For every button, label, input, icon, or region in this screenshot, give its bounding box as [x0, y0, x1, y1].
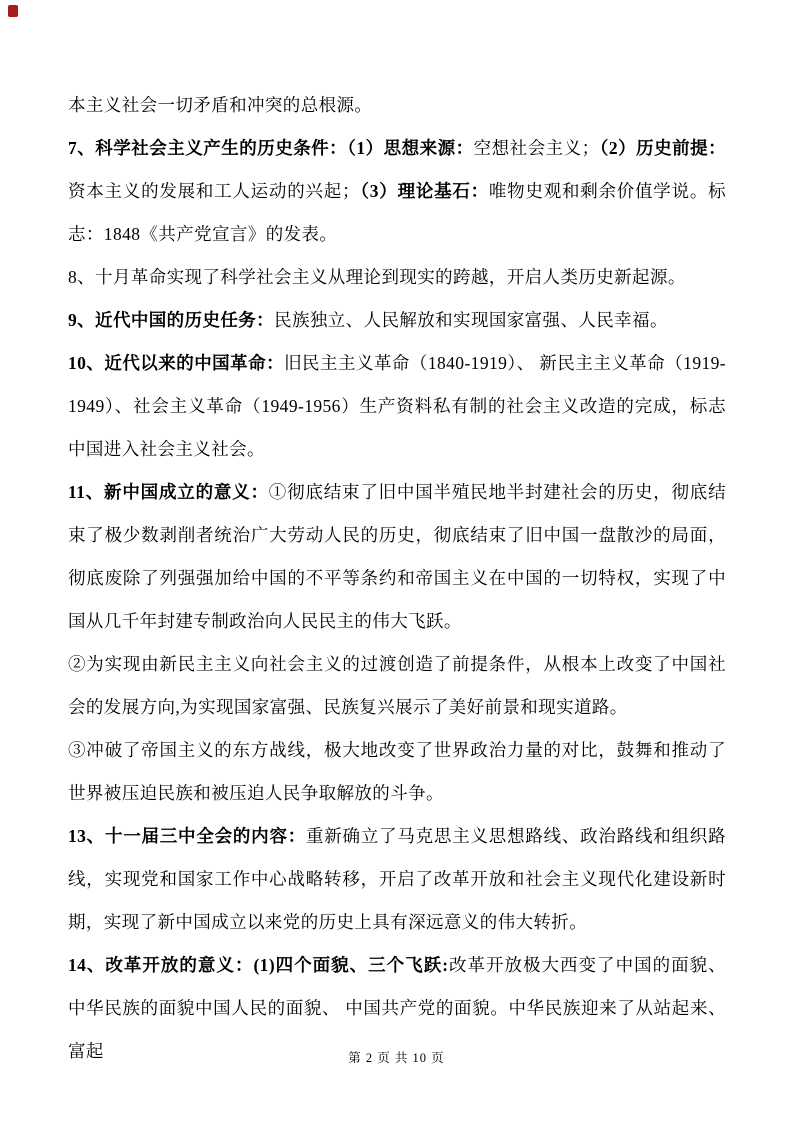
- paragraph: [68, 815, 726, 944]
- paragraph: [68, 127, 726, 256]
- text-segment: 民族独立、人民解放和实现国家富强、人民幸福。: [274, 310, 668, 330]
- text-segment: 8、十月革命实现了科学社会主义从理论到现实的跨越，开启人类历史新起源。: [68, 267, 686, 287]
- text-segment: ①彻底结束了旧中国半殖民地半封建社会的历史，彻底结束了极少数剥削者统治广大劳动人民的历史，彻底结束了旧中国一盘散沙的局面，彻底废除了列强强加给中国的不平等条约和帝国主义在中国的一切特权，实现了中国从几千年封建专制政治向人民民主的伟大飞跃。: [68, 482, 727, 631]
- corner-stamp-icon: [8, 5, 18, 17]
- text-segment: 资本主义的发展和工人运动的兴起；: [68, 181, 360, 201]
- paragraph: [68, 471, 726, 643]
- text-segment: 唯物史观和剩余价值学说。标志：1848《共产党宣言》的发表。: [68, 181, 727, 244]
- text-segment-bold: 10、近代以来的中国革命：: [68, 353, 285, 373]
- text-segment-bold: 13、十一届三中全会的内容：: [68, 826, 306, 846]
- text-segment-bold: 11、新中国成立的意义：: [68, 482, 269, 502]
- text-segment: ②为实现由新民主主义向社会主义的过渡创造了前提条件，从根本上改变了中国社会的发展方向,为实现国家富强、民族复兴展示了美好前景和现实道路。: [68, 654, 726, 717]
- paragraph: [68, 643, 726, 729]
- page-footer: 第 2 页 共 10 页: [348, 1051, 445, 1065]
- paragraph: [68, 84, 726, 127]
- text-segment: ③冲破了帝国主义的东方战线，极大地改变了世界政治力量的对比，鼓舞和推动了世界被压迫民族和被压迫人民争取解放的斗争。: [68, 740, 726, 803]
- text-segment: 本主义社会一切矛盾和冲突的总根源。: [68, 95, 373, 115]
- text-segment: 改革开放极大西变了中国的面貌、 中华民族的面貌中国人民的面貌、 中国共产党的面貌。中华民族迎来了从站起来、富起: [68, 955, 726, 1061]
- paragraph: [68, 342, 726, 471]
- text-segment-bold: 7、科学社会主义产生的历史条件：（1）思想来源：: [68, 138, 474, 158]
- document-content: [68, 84, 726, 1073]
- text-segment-bold: 14、改革开放的意义：(1)四个面貌、三个飞跃:: [68, 955, 449, 975]
- paragraph: [68, 256, 726, 299]
- text-segment-bold: （2）历史前提：: [599, 138, 726, 158]
- text-segment: 重新确立了马克思主义思想路线、政治路线和组织路线，实现党和国家工作中心战略转移，开启了改革开放和社会主义现代化建设新时期，实现了新中国成立以来党的历史上具有深远意义的伟大转折。: [68, 826, 726, 932]
- text-segment-bold: （3）理论基石：: [359, 181, 489, 201]
- text-segment-bold: 9、近代中国的历史任务：: [68, 310, 275, 330]
- text-segment: 旧民主主义革命（1840-1919）、 新民主主义革命（1919-1949）、社会主义革命（1949-1956）生产资料私有制的社会主义改造的完成，标志中国进入社会主义社会。: [68, 353, 727, 459]
- paragraph: [68, 729, 726, 815]
- paragraph: [68, 299, 726, 342]
- text-segment: 空想社会主义；: [473, 138, 600, 158]
